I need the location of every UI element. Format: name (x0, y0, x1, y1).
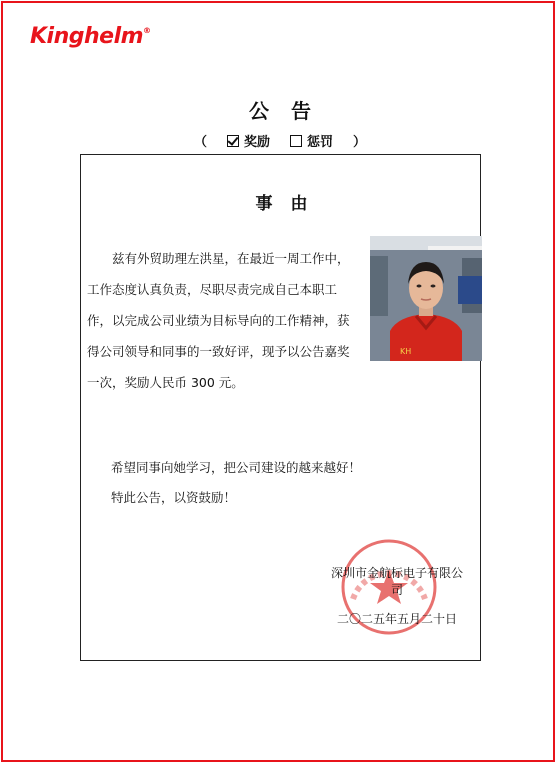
reward-option[interactable]: 奖励 (227, 131, 270, 150)
notice-title: 公告 (249, 99, 333, 123)
reward-checkbox[interactable] (227, 135, 239, 147)
issue-date: 二〇二五年五月二十日 (337, 612, 458, 626)
notice-body-box (80, 154, 481, 661)
kinghelm-logo: Kinghelm® (30, 24, 151, 49)
notice-type-options: （ 奖励 惩罚 ） (0, 131, 560, 150)
svg-text:KH: KH (400, 347, 412, 356)
penalty-checkbox[interactable] (290, 135, 302, 147)
commendation-paragraph: 兹有外贸助理左洪星，在最近一周工作中， 工作态度认真负责，尽职尽责完成自己本职工 作，以完成公司业绩为目标导向的工作精神，获 得公司领导和同事的一致好评，现予以公告嘉奖 一次，奖励人民币 300 元。 (87, 251, 350, 390)
closing-paragraph: 希望同事向她学习，把公司建设的越来越好！ 特此公告，以资鼓励！ (111, 460, 362, 505)
employee-photo (370, 236, 482, 361)
company-name: 深圳市金航标电子有限公司 (330, 566, 463, 597)
penalty-option[interactable]: 惩罚 (290, 131, 333, 150)
subject-heading: 事由 (255, 194, 326, 214)
